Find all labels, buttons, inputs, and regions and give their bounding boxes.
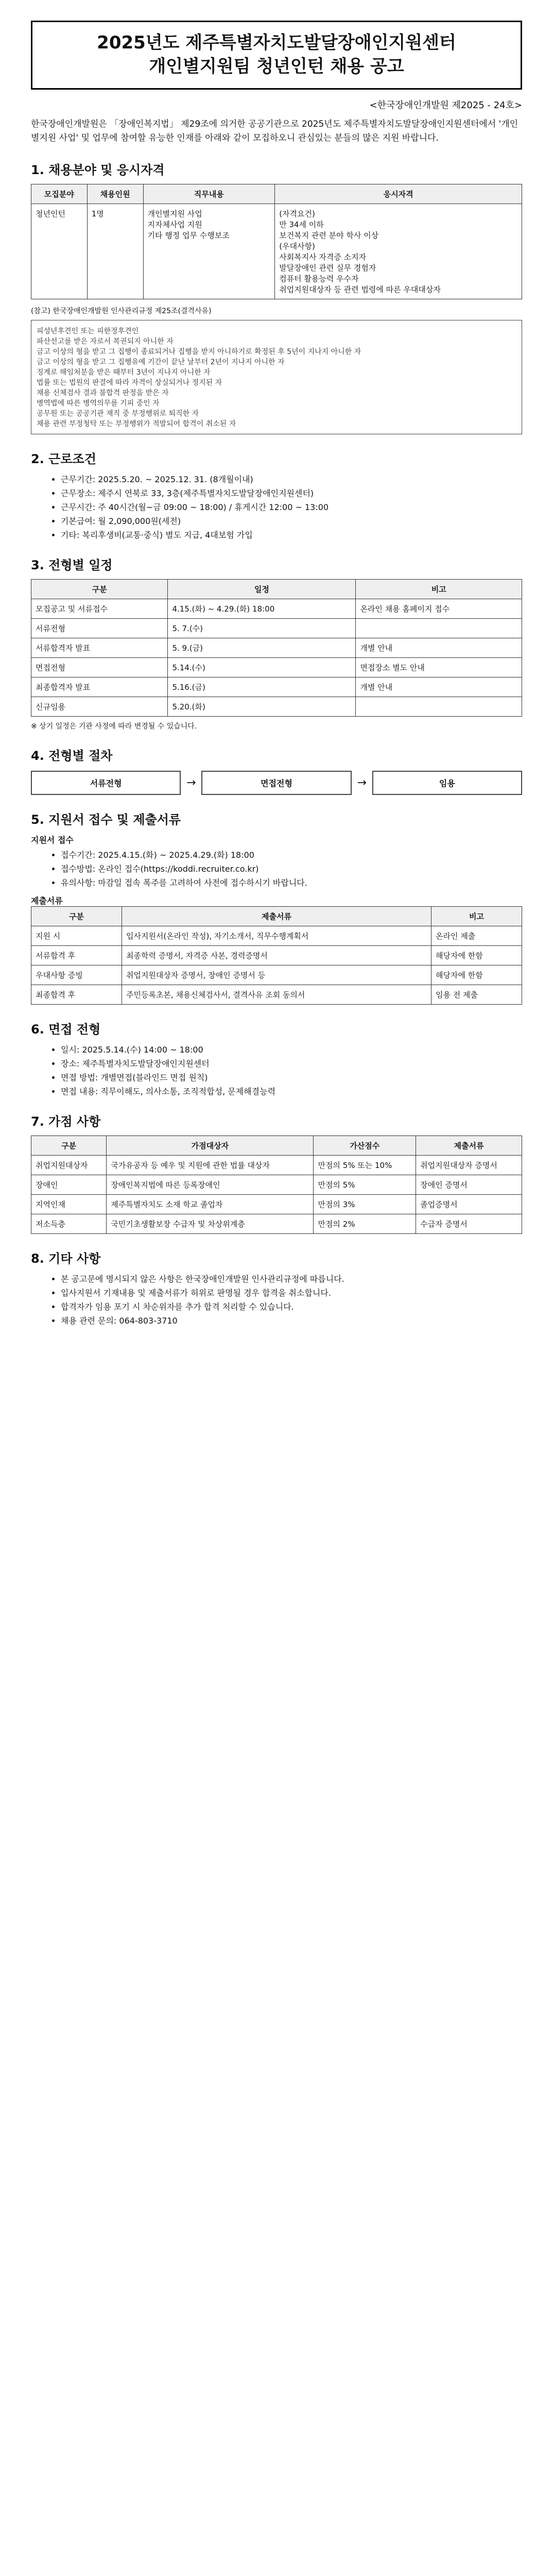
s1-q-3: 보건복지 관련 분야 학사 이상 [279,231,379,241]
s1-h2: 채용인원 [87,184,143,204]
s2-item-4: • 기본급여: 월 2,090,000원(세전) [61,515,522,527]
s7-r3-c4: 졸업증명서 [416,1195,522,1214]
s1-q-2: 만 34세 이하 [279,220,324,230]
s5-r2-c2: 최종학력 증명서, 자격증 사본, 경력증명서 [122,946,431,965]
s8-item-4: • 채용 관련 문의: 064-803-3710 [61,1314,522,1326]
s3-r3-c1: 서류합격자 발표 [31,638,168,658]
title-line-2: 개인별지원팀 청년인턴 채용 공고 [149,56,404,77]
s5-item-3: • 유의사항: 마감일 접속 폭주를 고려하여 사전에 접수하시기 바랍니다. [61,876,522,888]
section2-list [40,473,522,540]
s5-docs-title: 제출서류 [31,896,63,906]
s5-receipt: 지원서 접수 [31,835,74,845]
s5-list [40,849,522,888]
disq-1: 피성년후견인 또는 피한정후견인 [37,327,139,336]
s7-r4-c2: 국민기초생활보장 수급자 및 차상위계층 [107,1214,314,1234]
s3-r6-c2: 5.20.(화) [168,697,356,717]
s1-h3: 직무내용 [143,184,275,204]
section7-title: 7. 가점 사항 [31,1114,101,1129]
s1-q-6: 발달장애인 관련 실무 경험자 [279,263,376,273]
s5-r1-c3: 온라인 제출 [431,926,522,946]
s3-r3-c3: 개별 안내 [356,638,522,658]
s3-note: ※ 상기 일정은 기관 사정에 따라 변경될 수 있습니다. [31,722,197,731]
disq-2: 파산선고를 받은 자로서 복권되지 아니한 자 [37,337,174,346]
s5-h3: 비고 [431,907,522,926]
s1-q-1: (자격요건) [279,209,315,219]
s6-item-1: • 일시: 2025.5.14.(수) 14:00 ~ 18:00 [61,1043,522,1055]
s1-q-7: 컴퓨터 활용능력 우수자 [279,274,359,284]
s3-r2-c2: 5. 7.(수) [168,619,356,638]
s3-r2-c3 [356,619,522,638]
intro-text: 한국장애인개발원은 「장애인복지법」 제29조에 의거한 공공기관으로 2025년도 제주특별자치도발달장애인지원센터에서 '개인별지원 사업' 및 업무에 참여할 유능한 인재를 아래와 같이 모집하오니 관심있는 분들의 많은 지원 바랍니다. [31,118,519,143]
s3-r1-c2: 4.15.(화) ~ 4.29.(화) 18:00 [168,599,356,619]
s7-r2-c1: 장애인 [31,1175,107,1195]
s7-r2-c4: 장애인 증명서 [416,1175,522,1195]
s5-item-1: • 접수기간: 2025.4.15.(화) ~ 2025.4.29.(화) 18:00 [61,849,522,860]
s3-h2: 일정 [168,580,356,599]
disq-8: 병역법에 따른 병역의무를 기피 중인 자 [37,399,160,408]
s3-r3-c2: 5. 9.(금) [168,638,356,658]
s3-r6-c1: 신규임용 [31,697,168,717]
s1-h1: 모집분야 [31,184,88,204]
s7-r4-c1: 저소득층 [31,1214,107,1234]
disq-10: 채용 관련 부정청탁 또는 부정행위가 적발되어 합격이 취소된 자 [37,420,236,429]
s5-h2: 제출서류 [122,907,431,926]
step-2: 면접전형 [201,771,351,795]
section8-title: 8. 기타 사항 [31,1251,101,1266]
disq-9: 공무원 또는 공공기관 재직 중 부정행위로 퇴직한 자 [37,410,199,418]
s5-r2-c1: 서류합격 후 [31,946,122,965]
s3-r5-c2: 5.16.(금) [168,677,356,697]
s5-r2-c3: 해당자에 한함 [431,946,522,965]
s5-r3-c2: 취업지원대상자 증명서, 장애인 증명서 등 [122,965,431,985]
s5-r1-c2: 입사지원서(온라인 작성), 자기소개서, 직무수행계획서 [122,926,431,946]
s5-h1: 구분 [31,907,122,926]
s7-h2: 가점대상자 [107,1136,314,1156]
s6-item-3: • 면접 방법: 개별면접(블라인드 면접 원칙) [61,1071,522,1083]
section1-title: 1. 채용분야 및 응시자격 [31,163,165,178]
s3-r4-c3: 면접장소 별도 안내 [356,658,522,677]
s7-r1-c1: 취업지원대상자 [31,1156,107,1175]
s7-r3-c1: 지역인재 [31,1195,107,1214]
disq-3: 금고 이상의 형을 받고 그 집행이 종료되거나 집행을 받지 아니하기로 확정된 후 5년이 지나지 아니한 자 [37,348,361,357]
s7-r4-c4: 수급자 증명서 [416,1214,522,1234]
s3-h3: 비고 [356,580,522,599]
s3-r4-c1: 면접전형 [31,658,168,677]
s7-r2-c2: 장애인복지법에 따른 등록장애인 [107,1175,314,1195]
s7-h1: 구분 [31,1136,107,1156]
s7-r4-c3: 만점의 2% [314,1214,416,1234]
s1-qualifications [275,204,522,299]
s1-duty-2: 지자체사업 지원 [147,220,202,230]
disq-7: 채용 신체검사 결과 불합격 판정을 받은 자 [37,389,169,398]
s8-list [40,1273,522,1326]
s7-r3-c3: 만점의 3% [314,1195,416,1214]
s2-item-3: • 근무시간: 주 40시간(월~금 09:00 ~ 18:00) / 휴게시간 12:00 ~ 13:00 [61,501,522,513]
s8-item-3: • 합격자가 임용 포기 시 차순위자를 추가 합격 처리할 수 있습니다. [61,1300,522,1312]
s7-h4: 제출서류 [416,1136,522,1156]
s1-q-5: 사회복지사 자격증 소지자 [279,252,367,262]
s1-duty-3: 기타 행정 업무 수행보조 [147,231,230,241]
section4-title: 4. 전형별 절차 [31,749,113,764]
disq-5: 징계로 해임처분을 받은 때부터 3년이 지나지 아니한 자 [37,368,211,377]
s2-item-2: • 근무장소: 제주시 연북로 33, 3층(제주특별자치도발달장애인지원센터) [61,487,522,499]
s7-h3: 가산점수 [314,1136,416,1156]
s5-r4-c2: 주민등록초본, 채용신체검사서, 결격사유 조회 동의서 [122,985,431,1005]
s7-r1-c4: 취업지원대상자 증명서 [416,1156,522,1175]
s5-r4-c1: 최종합격 후 [31,985,122,1005]
s3-r4-c2: 5.14.(수) [168,658,356,677]
disq-box [31,320,522,434]
section7-table [31,1136,522,1234]
s1-duty-1: 개인별지원 사업 [147,209,202,219]
s5-item-2: • 접수방법: 온라인 접수(https://koddi.recruiter.co.kr) [61,862,522,874]
s1-q-4: (우대사항) [279,242,315,251]
s7-r3-c2: 제주특별자치도 소재 학교 졸업자 [107,1195,314,1214]
s1-h4: 응시자격 [275,184,522,204]
s1-count: 1명 [87,204,143,299]
disq-4: 금고 이상의 형을 받고 그 집행유예 기간이 끝난 날부터 2년이 지나지 아니한 자 [37,358,285,367]
disq-6: 법률 또는 법원의 판결에 따라 자격이 상실되거나 정지된 자 [37,379,222,387]
disq-title: (참고) 한국장애인개발원 인사관리규정 제25조(결격사유) [31,307,212,316]
arrow-2: → [357,776,367,790]
section3-table [31,579,522,717]
s6-item-4: • 면접 내용: 직무이해도, 의사소통, 조직적합성, 문제해결능력 [61,1085,522,1097]
s3-r6-c3 [356,697,522,717]
s7-r1-c2: 국가유공자 등 예우 및 지원에 관한 법률 대상자 [107,1156,314,1175]
s1-field: 청년인턴 [31,204,88,299]
s8-item-1: • 본 공고문에 명시되지 않은 사항은 한국장애인개발원 인사관리규정에 따릅니다. [61,1273,522,1284]
section1-table [31,184,522,299]
s2-item-1: • 근무기간: 2025.5.20. ~ 2025.12. 31. (8개월이내) [61,473,522,485]
s1-duties [143,204,275,299]
section6-title: 6. 면접 전형 [31,1022,101,1037]
s5-r1-c1: 지원 시 [31,926,122,946]
s1-q-8: 취업지원대상자 등 관련 법령에 따른 우대대상자 [279,285,441,295]
notice-number: <한국장애인개발원 제2025 - 24호> [369,99,522,111]
s7-r2-c3: 만점의 5% [314,1175,416,1195]
title-box [31,21,522,90]
s2-item-5: • 기타: 복리후생비(교통·중식) 별도 지급, 4대보험 가입 [61,529,522,540]
step-1: 서류전형 [31,771,181,795]
s3-r5-c3: 개별 안내 [356,677,522,697]
section5-title: 5. 지원서 접수 및 제출서류 [31,812,181,827]
s6-list [40,1043,522,1097]
step-3: 임용 [372,771,522,795]
s8-item-2: • 입사지원서 기재내용 및 제출서류가 허위로 판명될 경우 합격을 취소합니다. [61,1286,522,1298]
s3-r1-c1: 모집공고 및 서류접수 [31,599,168,619]
s6-item-2: • 장소: 제주특별자치도발달장애인지원센터 [61,1057,522,1069]
s3-r5-c1: 최종합격자 발표 [31,677,168,697]
title-line-1: 2025년도 제주특별자치도발달장애인지원센터 [97,32,456,53]
process-flow [31,771,522,795]
s5-r3-c3: 해당자에 한함 [431,965,522,985]
s3-r1-c3: 온라인 채용 홈페이지 접수 [356,599,522,619]
section5-table [31,906,522,1005]
s5-r4-c3: 임용 전 제출 [431,985,522,1005]
s7-r1-c3: 만점의 5% 또는 10% [314,1156,416,1175]
arrow-1: → [186,776,196,790]
s5-r3-c1: 우대사항 증빙 [31,965,122,985]
section2-title: 2. 근로조건 [31,452,96,467]
s3-h1: 구분 [31,580,168,599]
section3-title: 3. 전형별 일정 [31,558,113,573]
s3-r2-c1: 서류전형 [31,619,168,638]
